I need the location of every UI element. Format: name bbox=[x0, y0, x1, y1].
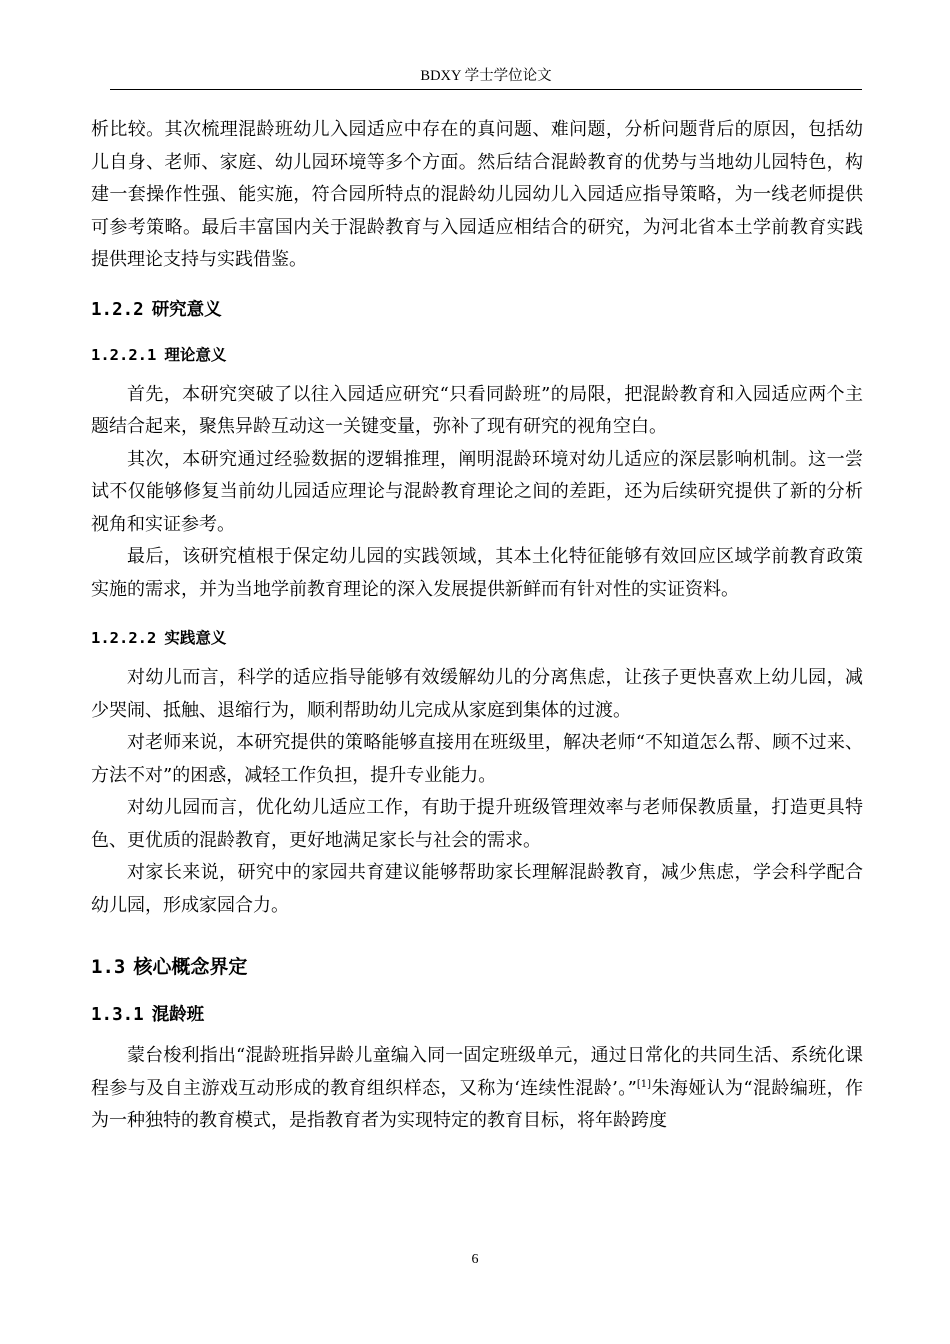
section-title: 实践意义 bbox=[164, 629, 227, 647]
body-paragraph: 首先，本研究突破了以往入园适应研究“只看同龄班”的局限，把混龄教育和入园适应两个主题结合起来，聚焦异龄互动这一关键变量，弥补了现有研究的视角空白。 bbox=[91, 383, 863, 437]
page-body bbox=[91, 114, 863, 1138]
section-number: 1.2.2.1 bbox=[91, 345, 157, 364]
body-paragraph: 对家长来说，研究中的家园共育建议能够帮助家长理解混龄教育，减少焦虑，学会科学配合幼儿园，形成家园合力。 bbox=[91, 862, 863, 916]
body-paragraph: 最后，该研究植根于保定幼儿园的实践领域，其本土化特征能够有效回应区域学前教育政策实施的需求，并为当地学前教育理论的深入发展提供新鲜而有针对性的实证资料。 bbox=[91, 546, 863, 600]
paragraph-text: 蒙台梭利指出“混龄班指异龄儿童编入同一固定班级单元，通过日常化的共同生活、系统化课程参与及自主游戏互动形成的教育组织样态，又称为‘连续性混龄’。” bbox=[91, 1045, 863, 1099]
intro-paragraph: 析比较。其次梳理混龄班幼儿入园适应中存在的真问题、难问题，分析问题背后的原因，包括幼儿自身、老师、家庭、幼儿园环境等多个方面。然后结合混龄教育的优势与当地幼儿园特色，构建一套操作性强、能实施，符合园所特点的混龄幼儿园幼儿入园适应指导策略，为一线老师提供可参考策略。最后丰富国内关于混龄教育与入园适应相结合的研究，为河北省本土学前教育实践提供理论支持与实践借鉴。 bbox=[91, 119, 863, 270]
section-heading-1-2-2 bbox=[91, 295, 863, 325]
section-body-1-2-2-1 bbox=[91, 379, 863, 607]
section-number: 1.2.2 bbox=[91, 299, 144, 320]
section-title: 核心概念界定 bbox=[133, 956, 248, 978]
section-body-1-2-2-2 bbox=[91, 662, 863, 922]
body-paragraph: 其次，本研究通过经验数据的逻辑推理，阐明混龄环境对幼儿适应的深层影响机制。这一尝试不仅能够修复当前幼儿园适应理论与混龄教育理论之间的差距，还为后续研究提供了新的分析视角和实证参考。 bbox=[91, 448, 863, 535]
section-heading-1-3-1 bbox=[91, 1000, 863, 1030]
section-heading-1-2-2-1 bbox=[91, 341, 863, 369]
section-heading-1-3 bbox=[91, 952, 863, 982]
body-paragraph-with-citation bbox=[91, 1040, 863, 1138]
section-title: 理论意义 bbox=[164, 345, 227, 364]
section-title: 混龄班 bbox=[151, 1005, 205, 1025]
body-paragraph: 对幼儿而言，科学的适应指导能够有效缓解幼儿的分离焦虑，让孩子更快喜欢上幼儿园，减少哭闹、抵触、退缩行为，顺利帮助幼儿完成从家庭到集体的过渡。 bbox=[91, 667, 863, 721]
section-heading-1-2-2-2 bbox=[91, 624, 863, 652]
section-number: 1.3.1 bbox=[91, 1005, 144, 1025]
body-paragraph: 对幼儿园而言，优化幼儿适应工作，有助于提升班级管理效率与老师保教质量，打造更具特色、更优质的混龄教育，更好地满足家长与社会的需求。 bbox=[91, 797, 863, 851]
section-number: 1.3 bbox=[91, 956, 126, 978]
paragraph-text: 朱海娅认为“混龄编班，作为一种独特的教育模式，是指教育者为实现特定的教育目标，将年龄跨度 bbox=[91, 1077, 863, 1131]
body-paragraph: 对老师来说，本研究提供的策略能够直接用在班级里，解决老师“不知道怎么帮、顾不过来、方法不对”的困惑，减轻工作负担，提升专业能力。 bbox=[91, 732, 863, 786]
section-number: 1.2.2.2 bbox=[91, 629, 157, 647]
section-title: 研究意义 bbox=[151, 299, 222, 320]
citation-reference[interactable]: [1] bbox=[636, 1078, 652, 1090]
running-header: BDXY 学士学位论文 bbox=[420, 68, 552, 84]
page-number: 6 bbox=[471, 1252, 479, 1267]
header-rule bbox=[110, 89, 862, 90]
